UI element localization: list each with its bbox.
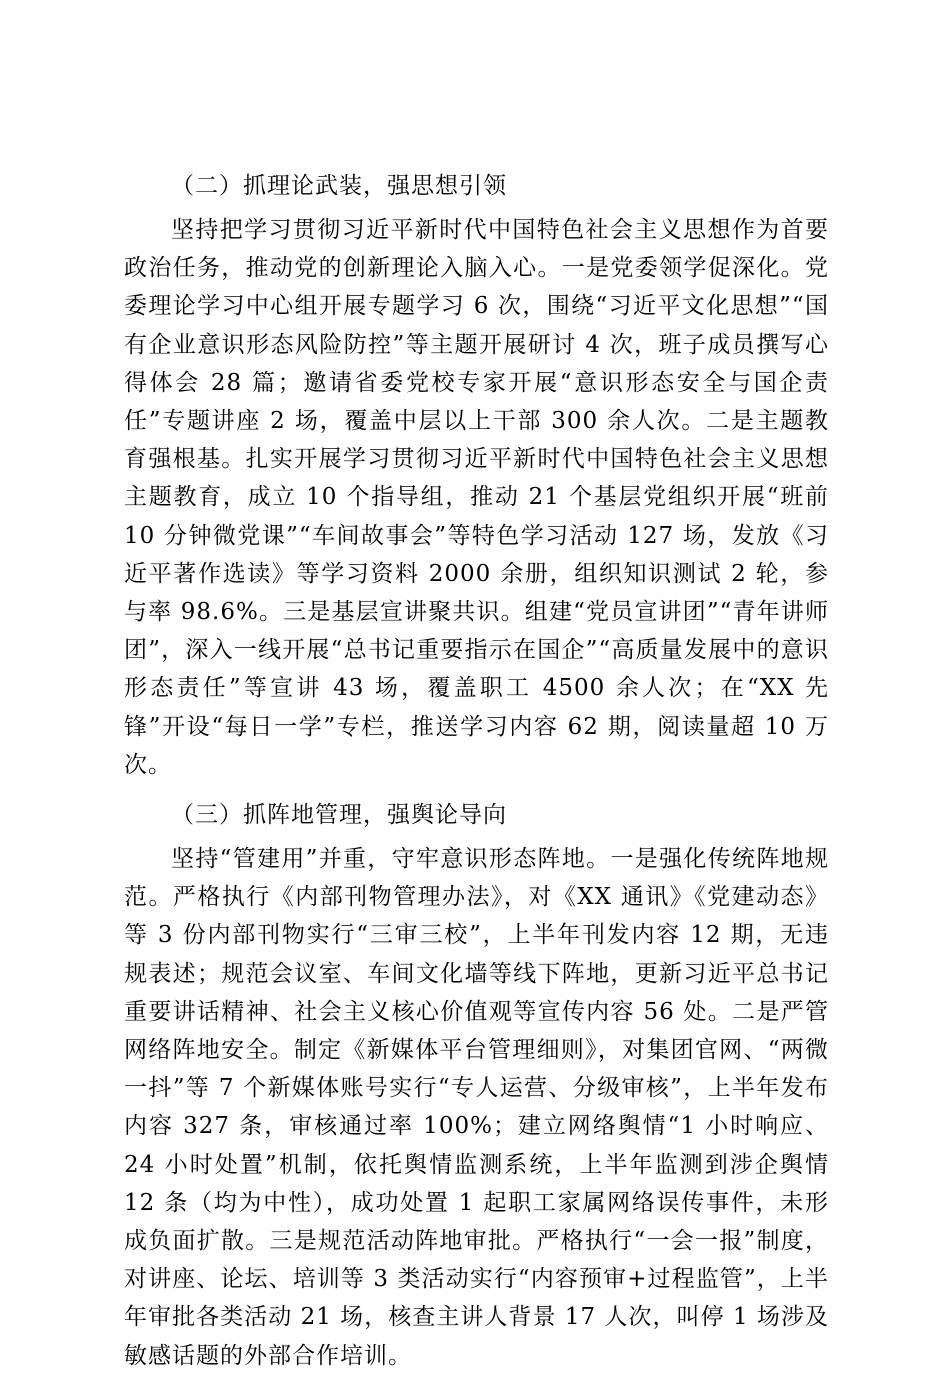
section-paragraph-2: 坚持把学习贯彻习近平新时代中国特色社会主义思想作为首要政治任务，推动党的创新理论入脑入心。一是党委领学促深化。党委理论学习中心组开展专题学习 6 次，围绕“习近平文化思想”“国有企业意识形态风险防控”等主题开展研讨 4 次，班子成员撰写心得体会 28 篇；邀请省委党校专家开展“意识形态安全与国企责任”专题讲座 2 场，覆盖中层以上干部 300 余人次。二是主题教育强根基。扎实开展学习贯彻习近平新时代中国特色社会主义思想主题教育，成立 10 个指导组，推动 21 个基层党组织开展“班前 10 分钟微党课”“车间故事会”等特色学习活动 127 场，发放《习近平著作选读》等学习资料 2000 余册，组织知识测试 2 轮，参与率 98.6%。三是基层宣讲聚共识。组建“党员宣讲团”“青年讲师团”，深入一线开展“总书记重要指示在国企”“高质量发展中的意识形态责任”等宣讲 43 场，覆盖职工 4500 余人次；在“XX 先锋”开设“每日一学”专栏，推送学习内容 62 期，阅读量超 10 万次。 bbox=[124, 217, 829, 778]
section-paragraph-3: 坚持“管建用”并重，守牢意识形态阵地。一是强化传统阵地规范。严格执行《内部刊物管理办法》，对《XX 通讯》《党建动态》等 3 份内部刊物实行“三审三校”，上半年刊发内容 12 期，无违规表述；规范会议室、车间文化墙等线下阵地，更新习近平总书记重要讲话精神、社会主义核心价值观等宣传内容 56 处。二是严管网络阵地安全。制定《新媒体平台管理细则》，对集团官网、“两微一抖”等 7 个新媒体账号实行“专人运营、分级审核”，上半年发布内容 327 条，审核通过率 100%；建立网络舆情“1 小时响应、24 小时处置”机制，依托舆情监测系统，上半年监测到涉企舆情 12 条（均为中性），成功处置 1 起职工家属网络误传事件，未形成负面扩散。三是规范活动阵地审批。严格执行“一会一报”制度，对讲座、论坛、培训等 3 类活动实行“内容预审+过程监管”，上半年审批各类活动 21 场，核查主讲人背景 17 人次，叫停 1 场涉及敏感话题的外部合作培训。 bbox=[124, 846, 829, 1369]
section-heading-2: （二）抓理论武装，强思想引领 bbox=[171, 173, 507, 199]
section-heading-3: （三）抓阵地管理，强舆论导向 bbox=[171, 802, 507, 829]
